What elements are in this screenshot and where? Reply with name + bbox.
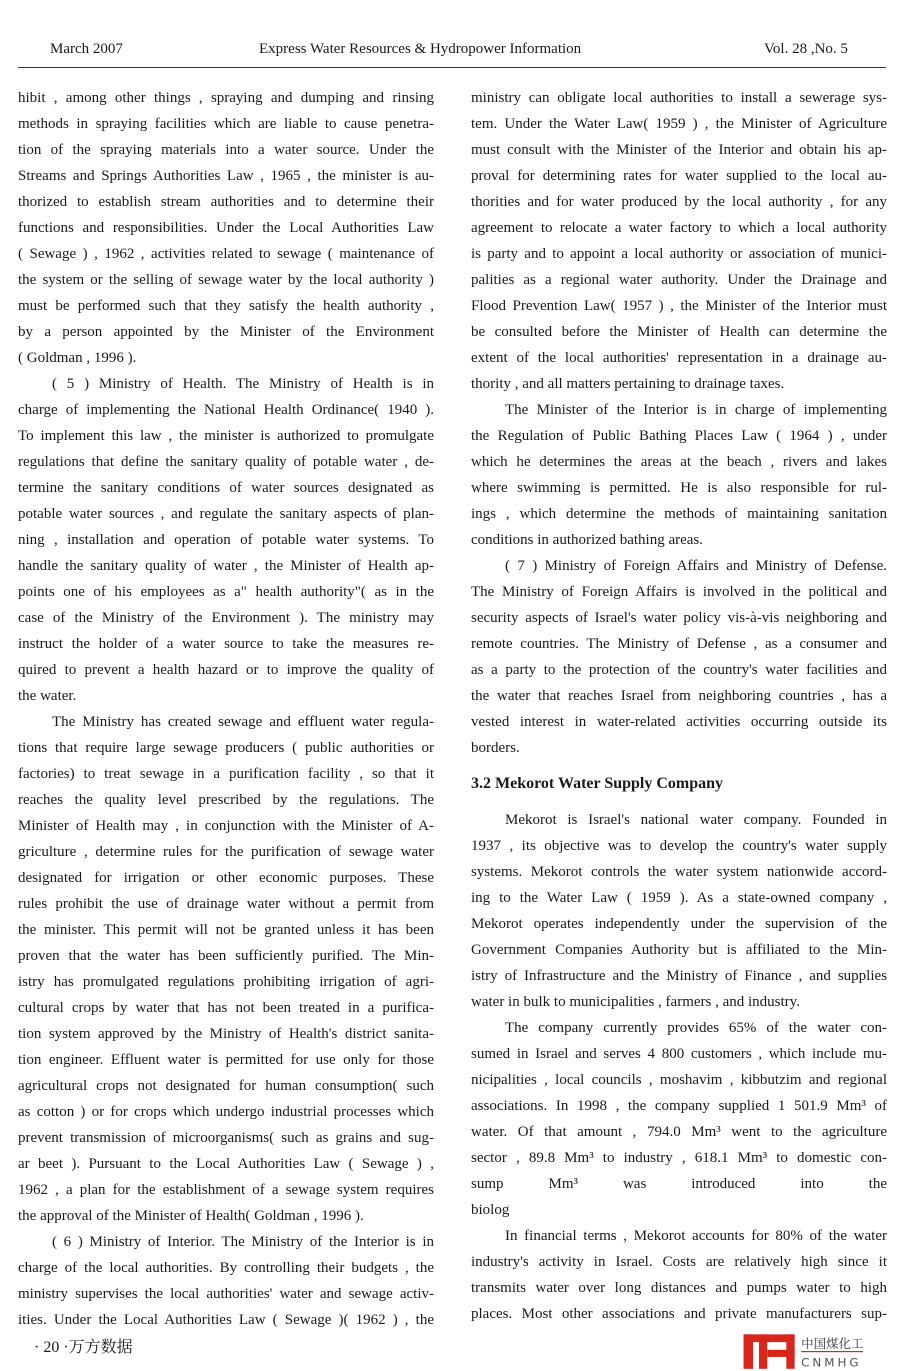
text-line: tem. Under the Water Law( 1959 ) , the Minister of Agriculture <box>471 116 887 132</box>
text-line: The Minister of the Interior is in charge of implementing <box>505 402 887 418</box>
text-line: borders. <box>471 740 520 756</box>
text-line: must consult with the Minister of the Interior and obtain his ap- <box>471 142 887 158</box>
text-line: methods in spraying facilities which are liable to cause penetra- <box>18 116 434 132</box>
text-line: functions and responsibilities. Under the Local Authorities Law <box>18 220 434 236</box>
text-line: Streams and Springs Authorities Law , 1965 , the minister is au- <box>18 168 434 184</box>
text-line: places. Most other associations and private manufacturers sup- <box>471 1306 887 1322</box>
text-line: hibit , among other things , spraying and dumping and rinsing <box>18 90 434 106</box>
text-line: agricultural crops not designated for human consumption( such <box>18 1078 434 1094</box>
text-line: ministry supervises the local authorities' water and sewage activ- <box>18 1286 434 1302</box>
text-line: case of the Ministry of the Environment ). The ministry may <box>18 610 434 626</box>
text-line: vested interest in water-related activities occurring outside its <box>471 714 887 730</box>
text-line: tion system approved by the Ministry of Health's district sanita- <box>18 1026 434 1042</box>
text-line: biolog <box>471 1202 510 1218</box>
text-line: instruct the holder of a water source to take the measures re- <box>18 636 434 652</box>
text-line: as cotton ) or for crops which undergo industrial processes which <box>18 1104 434 1120</box>
text-line: charge of the local authorities. By controlling their budgets , the <box>18 1260 434 1276</box>
text-line: termine the sanitary conditions of water sources designated as <box>18 480 434 496</box>
text-line: water in bulk to municipalities , farmers , and industry. <box>471 994 800 1010</box>
text-line: be consulted before the Minister of Health can determine the <box>471 324 887 340</box>
header-journal: Express Water Resources & Hydropower Information <box>259 41 582 57</box>
watermark-chinese: 中国煤化工 <box>801 1336 864 1352</box>
text-line: The Ministry has created sewage and effluent water regula- <box>52 714 434 730</box>
text-line: tion of the spraying materials into a water source. Under the <box>18 142 434 158</box>
text-line: rules prohibit the use of drainage water without a permit from <box>18 896 434 912</box>
text-line: thority , and all matters pertaining to drainage taxes. <box>471 376 785 392</box>
text-line: as a party to the protection of the country's water facilities and <box>471 662 887 678</box>
header-date: March 2007 <box>50 41 123 57</box>
text-line: remote countries. The Ministry of Defense , as a consumer and <box>471 636 887 652</box>
text-line: must be performed such that they satisfy the health authority , <box>18 298 434 314</box>
text-line: designated for irrigation or other economic purposes. These <box>18 870 434 886</box>
watermark-logo <box>740 1332 873 1370</box>
text-line: agreement to relocate a water factory to which a local authority <box>471 220 887 236</box>
text-line: ities. Under the Local Authorities Law ( Sewage )( 1962 ) , the <box>18 1312 434 1328</box>
text-line: ings , which determine the methods of maintaining sanitation <box>471 506 887 522</box>
text-line: associations. In 1998 , the company supplied 1 501.9 Mm³ of <box>471 1098 887 1114</box>
text-line: transmits water over long distances and pumps water to high <box>471 1280 887 1296</box>
text-line: where swimming is permitted. He is also responsible for rul- <box>471 480 887 496</box>
text-line: ing to the Water Law ( 1959 ). As a state-owned company , <box>471 890 887 906</box>
text-line: sumed in Israel and serves 4 800 customers , which include mu- <box>471 1046 887 1062</box>
text-line: the minister. This permit will not be granted unless it has been <box>18 922 434 938</box>
text-line: potable water sources , and regulate the sanitary aspects of plan- <box>18 506 434 522</box>
text-line: the water. <box>18 688 77 704</box>
text-line: nicipalities , local councils , moshavim , kibbutzim and regional <box>471 1072 887 1088</box>
text-line: ( 5 ) Ministry of Health. The Ministry of Health is in <box>52 376 434 392</box>
text-line: palities as a regional water authority. Under the Drainage and <box>471 272 887 288</box>
text-line: thorities and for water produced by the local authority , for any <box>471 194 887 210</box>
text-line: Minister of Health may , in conjunction with the Minister of A- <box>18 818 434 834</box>
text-line: tions that require large sewage producers ( public authorities or <box>18 740 434 756</box>
text-line: charge of implementing the National Health Ordinance( 1940 ). <box>18 402 434 418</box>
text-line: proven that the water has been sufficiently purified. The Min- <box>18 948 434 964</box>
text-line: prevent transmission of microorganisms( such as grains and sug- <box>18 1130 434 1146</box>
section-heading: 3.2 Mekorot Water Supply Company <box>471 775 724 792</box>
text-line: the approval of the Minister of Health( Goldman , 1996 ). <box>18 1208 364 1224</box>
text-line: Mekorot is Israel's national water company. Founded in <box>505 812 887 828</box>
text-line: Mekorot operates independently under the supervision of the <box>471 916 887 932</box>
text-line: points one of his employees as a" health authority"( as in the <box>18 584 434 600</box>
text-line: In financial terms , Mekorot accounts for 80% of the water <box>505 1228 887 1244</box>
text-line: the system or the selling of sewage water by the local authority ) <box>18 272 434 288</box>
text-line: conditions in authorized bathing areas. <box>471 532 704 548</box>
text-line: water. Of that amount , 794.0 Mm³ went to the agriculture <box>471 1124 887 1140</box>
text-line: ( Sewage ) , 1962 , activities related to sewage ( maintenance of <box>18 246 434 262</box>
text-line: the water that reaches Israel from neighboring countries , has a <box>471 688 887 704</box>
text-line: factories) to treat sewage in a purification facility , so that it <box>18 766 434 782</box>
text-line: handle the sanitary quality of water , the Minister of Health ap- <box>18 558 434 574</box>
text-line: thorized to establish stream authorities and to determine their <box>18 194 434 210</box>
text-line: ar beet ). Pursuant to the Local Authorities Law ( Sewage ) , <box>18 1156 434 1172</box>
text-line: To implement this law , the minister is authorized to promulgate <box>18 428 434 444</box>
text-line: extent of the local authorities' representation in a drainage au- <box>471 350 887 366</box>
text-line: the Regulation of Public Bathing Places Law ( 1964 ) , under <box>471 428 887 444</box>
page-number: · 20 ·万方数据 <box>34 1339 133 1356</box>
text-line: Flood Prevention Law( 1957 ) , the Minister of the Interior must <box>471 298 887 314</box>
text-line: istry of Infrastructure and the Ministry of Finance , and supplies <box>471 968 887 984</box>
header-rule <box>18 67 886 68</box>
text-line: by a person appointed by the Minister of the Environment <box>18 324 434 340</box>
text-line: ( Goldman , 1996 ). <box>18 350 137 366</box>
text-line: istry has promulgated regulations prohibiting irrigation of agri- <box>18 974 434 990</box>
text-line: ( 6 ) Ministry of Interior. The Ministry of the Interior is in <box>52 1234 434 1250</box>
text-line: ministry can obligate local authorities to install a sewerage sys- <box>471 90 887 106</box>
text-line: tion engineer. Effluent water is permitted for use only for those <box>18 1052 434 1068</box>
text-line: griculture , determine rules for the purification of sewage water <box>18 844 434 860</box>
text-line: ning , installation and operation of potable water systems. To <box>18 532 434 548</box>
text-line: reaches the quality level prescribed by the regulations. The <box>18 792 434 808</box>
text-line: which he determines the areas at the beach , rivers and lakes <box>471 454 887 470</box>
text-line: security aspects of Israel's water policy vis-à-vis neighboring and <box>471 610 887 626</box>
text-line: The company currently provides 65% of the water con- <box>505 1020 887 1036</box>
text-line: The Ministry of Foreign Affairs is involved in the political and <box>471 584 887 600</box>
text-line: 1962 , a plan for the establishment of a sewage system requires <box>18 1182 434 1198</box>
watermark-latin: CNMHG <box>801 1355 862 1370</box>
text-line: is party and to appoint a local authority or association of munici- <box>471 246 887 262</box>
text-line: ( 7 ) Ministry of Foreign Affairs and Ministry of Defense. <box>505 558 887 574</box>
header-volume: Vol. 28 ,No. 5 <box>764 41 848 57</box>
text-line: industry's activity in Israel. Costs are relatively high since it <box>471 1254 887 1270</box>
text-line: cultural crops by water that has not been treated in a purifica- <box>18 1000 434 1016</box>
text-line: sump Mm³ was introduced into the <box>471 1176 887 1192</box>
text-line: 1937 , its objective was to develop the country's water supply <box>471 838 887 854</box>
watermark-logo-graphic <box>740 1332 873 1370</box>
text-line: systems. Mekorot controls the water system nationwide accord- <box>471 864 887 880</box>
text-line: quired to prevent a health hazard or to improve the quality of <box>18 662 434 678</box>
text-line: Government Companies Authority but is affiliated to the Min- <box>471 942 887 958</box>
text-line: regulations that define the sanitary quality of potable water , de- <box>18 454 434 470</box>
text-line: sector , 89.8 Mm³ to industry , 618.1 Mm³ to domestic con- <box>471 1150 887 1166</box>
text-line: proval for determining rates for water supplied to the local au- <box>471 168 887 184</box>
